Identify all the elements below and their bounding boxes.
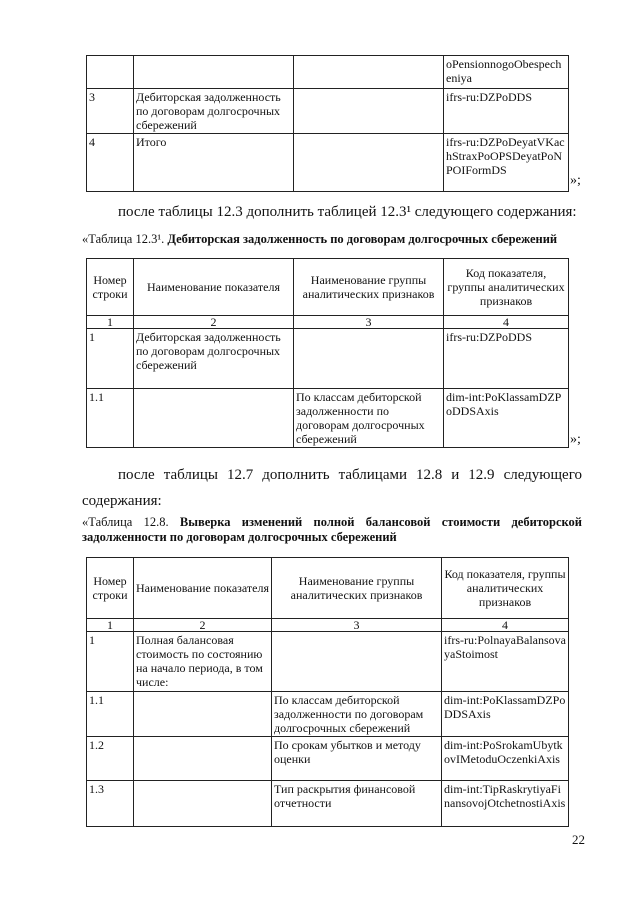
header-cell: Наименование группы аналитических признаков (294, 259, 444, 316)
table-row (87, 89, 569, 134)
table-caption (82, 515, 582, 545)
indicator-name: Полная балансовая стоимость по состоянию на начало периода, в том числе: (134, 632, 272, 692)
indicator-code: ifrs-ru:DZPoDDS (444, 329, 569, 389)
column-number: 1 (87, 316, 134, 329)
analytic-group: По срокам убытков и методу оценки (272, 737, 442, 781)
paragraph (82, 462, 582, 514)
header-cell: Код показателя, группы аналитических признаков (444, 259, 569, 316)
caption-prefix: «Таблица 12.3¹. (82, 232, 165, 246)
indicator-code: dim-int:TipRaskrytiyaFinansovojOtchetnostiAxis (442, 781, 569, 827)
header-cell: Номер строки (87, 558, 134, 619)
indicator-code: dim-int:PoKlassamDZPoDDSAxis (444, 389, 569, 448)
table-row (87, 632, 569, 692)
table-row (87, 134, 569, 192)
indicator-name: Итого (134, 134, 294, 192)
table-row (87, 329, 569, 389)
indicator-name (134, 737, 272, 781)
table-12-3-1 (86, 258, 569, 448)
continuation-table (86, 55, 569, 192)
row-number: 1.2 (87, 737, 134, 781)
row-number: 4 (87, 134, 134, 192)
indicator-code: dim-int:PoKlassamDZPoDDSAxis (442, 692, 569, 737)
column-number: 4 (444, 316, 569, 329)
paragraph-text: после таблицы 12.7 дополнить таблицами 12.8 и 12.9 следующего содержания: (82, 467, 582, 509)
indicator-code: dim-int:PoSrokamUbytkovIMetoduOczenkiAxis (442, 737, 569, 781)
row-number: 1.1 (87, 389, 134, 448)
header-row (87, 558, 569, 619)
indicator-name (134, 692, 272, 737)
caption-title: Дебиторская задолженность по договорам долгосрочных сбережений (167, 232, 558, 246)
column-number: 4 (442, 619, 569, 632)
indicator-code: ifrs-ru:DZPoDeyatVKachStraxPoOPSDeyatPoNPOIFormDS (444, 134, 569, 192)
indicator-code: oPensionnogoObespecheniya (444, 56, 569, 89)
caption-prefix: «Таблица 12.8. (82, 515, 169, 529)
row-number: 3 (87, 89, 134, 134)
indicator-name (134, 389, 294, 448)
column-number-row (87, 619, 569, 632)
analytic-group (294, 89, 444, 134)
table-row (87, 389, 569, 448)
analytic-group (294, 56, 444, 89)
table-row (87, 781, 569, 827)
column-number: 3 (294, 316, 444, 329)
analytic-group: По классам дебиторской задолженности по договорам долгосрочных сбережений (272, 692, 442, 737)
analytic-group (294, 134, 444, 192)
analytic-group: По классам дебиторской задолженности по договорам долгосрочных сбережений (294, 389, 444, 448)
table-12-8 (86, 557, 569, 827)
column-number: 2 (134, 619, 272, 632)
column-number: 3 (272, 619, 442, 632)
indicator-name (134, 781, 272, 827)
closing-quote: »; (570, 432, 581, 447)
analytic-group (272, 632, 442, 692)
indicator-name (134, 56, 294, 89)
row-number: 1 (87, 632, 134, 692)
column-number-row (87, 316, 569, 329)
column-number: 1 (87, 619, 134, 632)
header-cell: Наименование группы аналитических признаков (272, 558, 442, 619)
indicator-name: Дебиторская задолженность по договорам долгосрочных сбережений (134, 329, 294, 389)
column-number: 2 (134, 316, 294, 329)
analytic-group: Тип раскрытия финансовой отчетности (272, 781, 442, 827)
analytic-group (294, 329, 444, 389)
row-number: 1 (87, 329, 134, 389)
header-cell: Наименование показателя (134, 259, 294, 316)
paragraph: после таблицы 12.3 дополнить таблицей 12.3¹ следующего содержания: (118, 204, 577, 220)
row-number: 1.1 (87, 692, 134, 737)
page-number: 22 (572, 832, 585, 847)
table-row (87, 56, 569, 89)
indicator-code: ifrs-ru:DZPoDDS (444, 89, 569, 134)
row-number (87, 56, 134, 89)
table-row (87, 692, 569, 737)
table-caption (82, 232, 582, 247)
header-row (87, 259, 569, 316)
header-cell: Код показателя, группы аналитических признаков (442, 558, 569, 619)
table-row (87, 737, 569, 781)
caption-title: Выверка изменений полной балансовой стоимости дебиторской задолженности по договорам долгосрочных сбережений (82, 515, 583, 544)
header-cell: Номер строки (87, 259, 134, 316)
row-number: 1.3 (87, 781, 134, 827)
closing-quote: »; (570, 173, 581, 188)
indicator-code: ifrs-ru:PolnayaBalansovayaStoimost (442, 632, 569, 692)
header-cell: Наименование показателя (134, 558, 272, 619)
indicator-name: Дебиторская задолженность по договорам долгосрочных сбережений (134, 89, 294, 134)
